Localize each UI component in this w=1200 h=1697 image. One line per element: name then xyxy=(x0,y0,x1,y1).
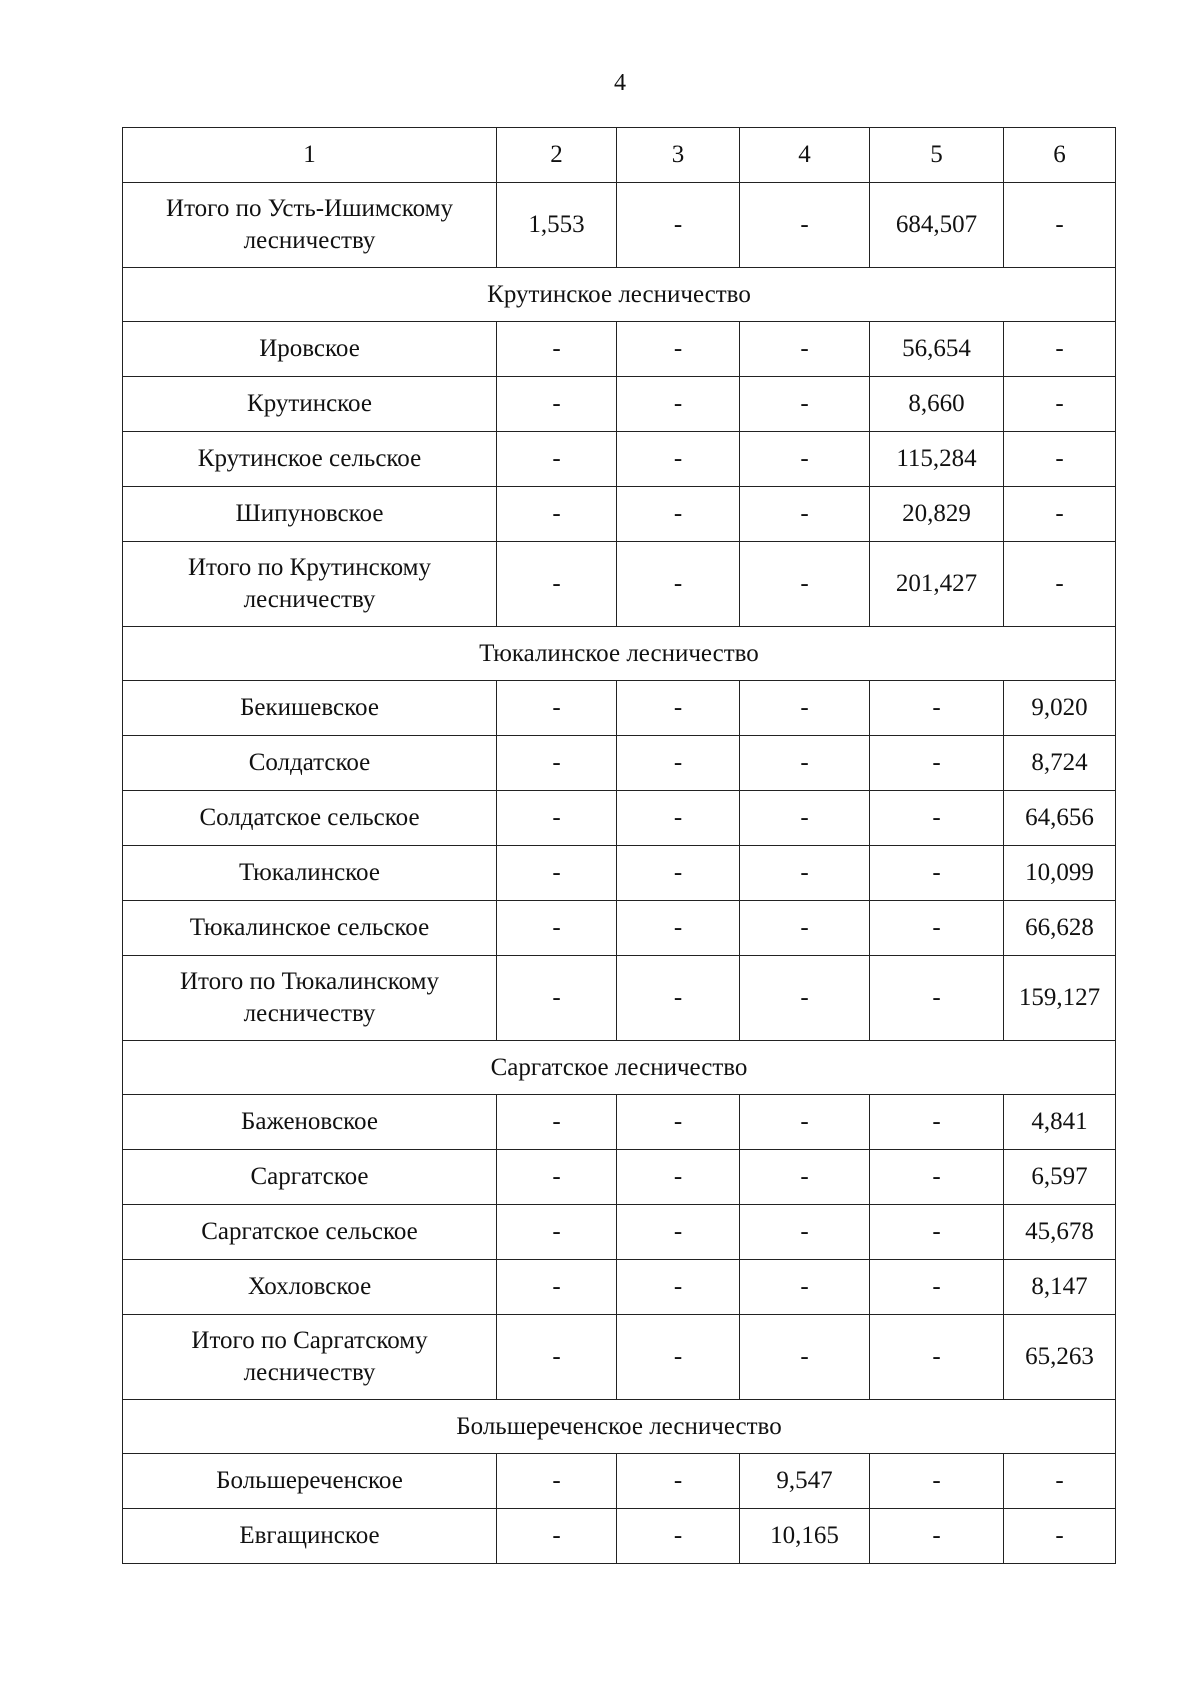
value-cell-col-6: 66,628 xyxy=(1004,901,1116,956)
district-name-cell: Итого по Крутинскому лесничеству xyxy=(123,542,497,627)
district-name-cell: Саргатское xyxy=(123,1150,497,1205)
value-cell-col-5: - xyxy=(870,736,1004,791)
value-cell-col-3: - xyxy=(617,322,740,377)
value-cell-col-3: - xyxy=(617,487,740,542)
column-header-1: 1 xyxy=(123,128,497,183)
column-header-6: 6 xyxy=(1004,128,1116,183)
value-cell-col-4: - xyxy=(740,846,870,901)
section-header-row xyxy=(123,268,1116,322)
value-cell-col-3: - xyxy=(617,956,740,1041)
value-cell-col-4: 9,547 xyxy=(740,1454,870,1509)
value-cell-col-3: - xyxy=(617,542,740,627)
value-cell-col-5: - xyxy=(870,1095,1004,1150)
value-cell-col-2: - xyxy=(497,791,617,846)
value-cell-col-6: 64,656 xyxy=(1004,791,1116,846)
district-name-cell: Крутинское сельское xyxy=(123,432,497,487)
value-cell-col-6: 10,099 xyxy=(1004,846,1116,901)
value-cell-col-5: - xyxy=(870,791,1004,846)
column-number-row xyxy=(123,128,1116,183)
section-title: Крутинское лесничество xyxy=(123,268,1116,322)
value-cell-col-5: - xyxy=(870,846,1004,901)
table-row xyxy=(123,681,1116,736)
district-name-cell: Большереченское xyxy=(123,1454,497,1509)
value-cell-col-4: - xyxy=(740,1205,870,1260)
value-cell-col-2: - xyxy=(497,542,617,627)
value-cell-col-5: - xyxy=(870,1509,1004,1564)
table-row xyxy=(123,1150,1116,1205)
table-row xyxy=(123,1509,1116,1564)
value-cell-col-6: 6,597 xyxy=(1004,1150,1116,1205)
value-cell-col-3: - xyxy=(617,1315,740,1400)
table-row xyxy=(123,1260,1116,1315)
column-header-3: 3 xyxy=(617,128,740,183)
value-cell-col-4: - xyxy=(740,542,870,627)
column-header-4: 4 xyxy=(740,128,870,183)
value-cell-col-5: - xyxy=(870,1150,1004,1205)
total-row xyxy=(123,1315,1116,1400)
value-cell-col-3: - xyxy=(617,681,740,736)
value-cell-col-5: - xyxy=(870,1454,1004,1509)
value-cell-col-4: - xyxy=(740,736,870,791)
value-cell-col-3: - xyxy=(617,183,740,268)
section-title: Большереченское лесничество xyxy=(123,1400,1116,1454)
value-cell-col-5: 201,427 xyxy=(870,542,1004,627)
value-cell-col-6: 8,724 xyxy=(1004,736,1116,791)
value-cell-col-3: - xyxy=(617,901,740,956)
value-cell-col-3: - xyxy=(617,1205,740,1260)
section-header-row xyxy=(123,1041,1116,1095)
value-cell-col-2: - xyxy=(497,1509,617,1564)
value-cell-col-4: - xyxy=(740,432,870,487)
value-cell-col-2: - xyxy=(497,432,617,487)
value-cell-col-6: - xyxy=(1004,322,1116,377)
value-cell-col-4: - xyxy=(740,183,870,268)
value-cell-col-4: - xyxy=(740,322,870,377)
district-name-cell: Тюкалинское xyxy=(123,846,497,901)
value-cell-col-4: - xyxy=(740,1150,870,1205)
value-cell-col-3: - xyxy=(617,1150,740,1205)
district-name-cell: Итого по Тюкалинскому лесничеству xyxy=(123,956,497,1041)
value-cell-col-6: - xyxy=(1004,183,1116,268)
value-cell-col-2: - xyxy=(497,487,617,542)
value-cell-col-3: - xyxy=(617,1095,740,1150)
value-cell-col-3: - xyxy=(617,432,740,487)
table-row xyxy=(123,322,1116,377)
district-name-cell: Бекишевское xyxy=(123,681,497,736)
district-name-cell: Солдатское сельское xyxy=(123,791,497,846)
district-name-cell: Ировское xyxy=(123,322,497,377)
value-cell-col-6: 159,127 xyxy=(1004,956,1116,1041)
value-cell-col-2: - xyxy=(497,1454,617,1509)
value-cell-col-6: 8,147 xyxy=(1004,1260,1116,1315)
value-cell-col-4: 10,165 xyxy=(740,1509,870,1564)
value-cell-col-4: - xyxy=(740,487,870,542)
value-cell-col-4: - xyxy=(740,681,870,736)
district-name-cell: Хохловское xyxy=(123,1260,497,1315)
table-row xyxy=(123,432,1116,487)
value-cell-col-6: - xyxy=(1004,377,1116,432)
section-header-row xyxy=(123,1400,1116,1454)
table-row xyxy=(123,487,1116,542)
total-row xyxy=(123,542,1116,627)
total-row xyxy=(123,183,1116,268)
value-cell-col-4: - xyxy=(740,791,870,846)
value-cell-col-5: - xyxy=(870,1315,1004,1400)
value-cell-col-2: - xyxy=(497,1205,617,1260)
value-cell-col-2: - xyxy=(497,901,617,956)
page-number: 4 xyxy=(614,70,626,96)
value-cell-col-3: - xyxy=(617,377,740,432)
value-cell-col-5: - xyxy=(870,1205,1004,1260)
value-cell-col-3: - xyxy=(617,846,740,901)
district-name-cell: Итого по Саргатскому лесничеству xyxy=(123,1315,497,1400)
value-cell-col-4: - xyxy=(740,377,870,432)
value-cell-col-5: 115,284 xyxy=(870,432,1004,487)
district-name-cell: Тюкалинское сельское xyxy=(123,901,497,956)
table-row xyxy=(123,846,1116,901)
value-cell-col-2: - xyxy=(497,846,617,901)
value-cell-col-6: - xyxy=(1004,1509,1116,1564)
value-cell-col-4: - xyxy=(740,1260,870,1315)
value-cell-col-5: - xyxy=(870,901,1004,956)
column-header-5: 5 xyxy=(870,128,1004,183)
table-row xyxy=(123,736,1116,791)
district-name-cell: Баженовское xyxy=(123,1095,497,1150)
value-cell-col-6: 9,020 xyxy=(1004,681,1116,736)
value-cell-col-2: - xyxy=(497,1095,617,1150)
table-row xyxy=(123,1205,1116,1260)
value-cell-col-3: - xyxy=(617,1454,740,1509)
value-cell-col-4: - xyxy=(740,1095,870,1150)
value-cell-col-5: - xyxy=(870,1260,1004,1315)
value-cell-col-6: - xyxy=(1004,1454,1116,1509)
section-title: Саргатское лесничество xyxy=(123,1041,1116,1095)
value-cell-col-5: 56,654 xyxy=(870,322,1004,377)
value-cell-col-5: - xyxy=(870,681,1004,736)
value-cell-col-2: - xyxy=(497,681,617,736)
district-name-cell: Шипуновское xyxy=(123,487,497,542)
value-cell-col-5: - xyxy=(870,956,1004,1041)
section-header-row xyxy=(123,627,1116,681)
column-header-2: 2 xyxy=(497,128,617,183)
value-cell-col-3: - xyxy=(617,736,740,791)
value-cell-col-4: - xyxy=(740,956,870,1041)
value-cell-col-2: - xyxy=(497,736,617,791)
value-cell-col-4: - xyxy=(740,1315,870,1400)
value-cell-col-5: 8,660 xyxy=(870,377,1004,432)
forest-area-table xyxy=(122,127,1116,1564)
value-cell-col-2: - xyxy=(497,1260,617,1315)
value-cell-col-6: - xyxy=(1004,487,1116,542)
value-cell-col-3: - xyxy=(617,791,740,846)
value-cell-col-2: - xyxy=(497,377,617,432)
value-cell-col-6: 65,263 xyxy=(1004,1315,1116,1400)
district-name-cell: Итого по Усть-Ишимскому лесничеству xyxy=(123,183,497,268)
value-cell-col-2: - xyxy=(497,956,617,1041)
table-row xyxy=(123,377,1116,432)
district-name-cell: Крутинское xyxy=(123,377,497,432)
value-cell-col-5: 684,507 xyxy=(870,183,1004,268)
total-row xyxy=(123,956,1116,1041)
value-cell-col-2: - xyxy=(497,1315,617,1400)
value-cell-col-6: 45,678 xyxy=(1004,1205,1116,1260)
table-row xyxy=(123,1095,1116,1150)
district-name-cell: Саргатское сельское xyxy=(123,1205,497,1260)
value-cell-col-6: 4,841 xyxy=(1004,1095,1116,1150)
table-row xyxy=(123,901,1116,956)
value-cell-col-6: - xyxy=(1004,432,1116,487)
section-title: Тюкалинское лесничество xyxy=(123,627,1116,681)
value-cell-col-2: - xyxy=(497,322,617,377)
value-cell-col-6: - xyxy=(1004,542,1116,627)
value-cell-col-3: - xyxy=(617,1260,740,1315)
table-row xyxy=(123,791,1116,846)
value-cell-col-3: - xyxy=(617,1509,740,1564)
value-cell-col-2: 1,553 xyxy=(497,183,617,268)
table-row xyxy=(123,1454,1116,1509)
value-cell-col-2: - xyxy=(497,1150,617,1205)
district-name-cell: Солдатское xyxy=(123,736,497,791)
value-cell-col-4: - xyxy=(740,901,870,956)
value-cell-col-5: 20,829 xyxy=(870,487,1004,542)
district-name-cell: Евгащинское xyxy=(123,1509,497,1564)
